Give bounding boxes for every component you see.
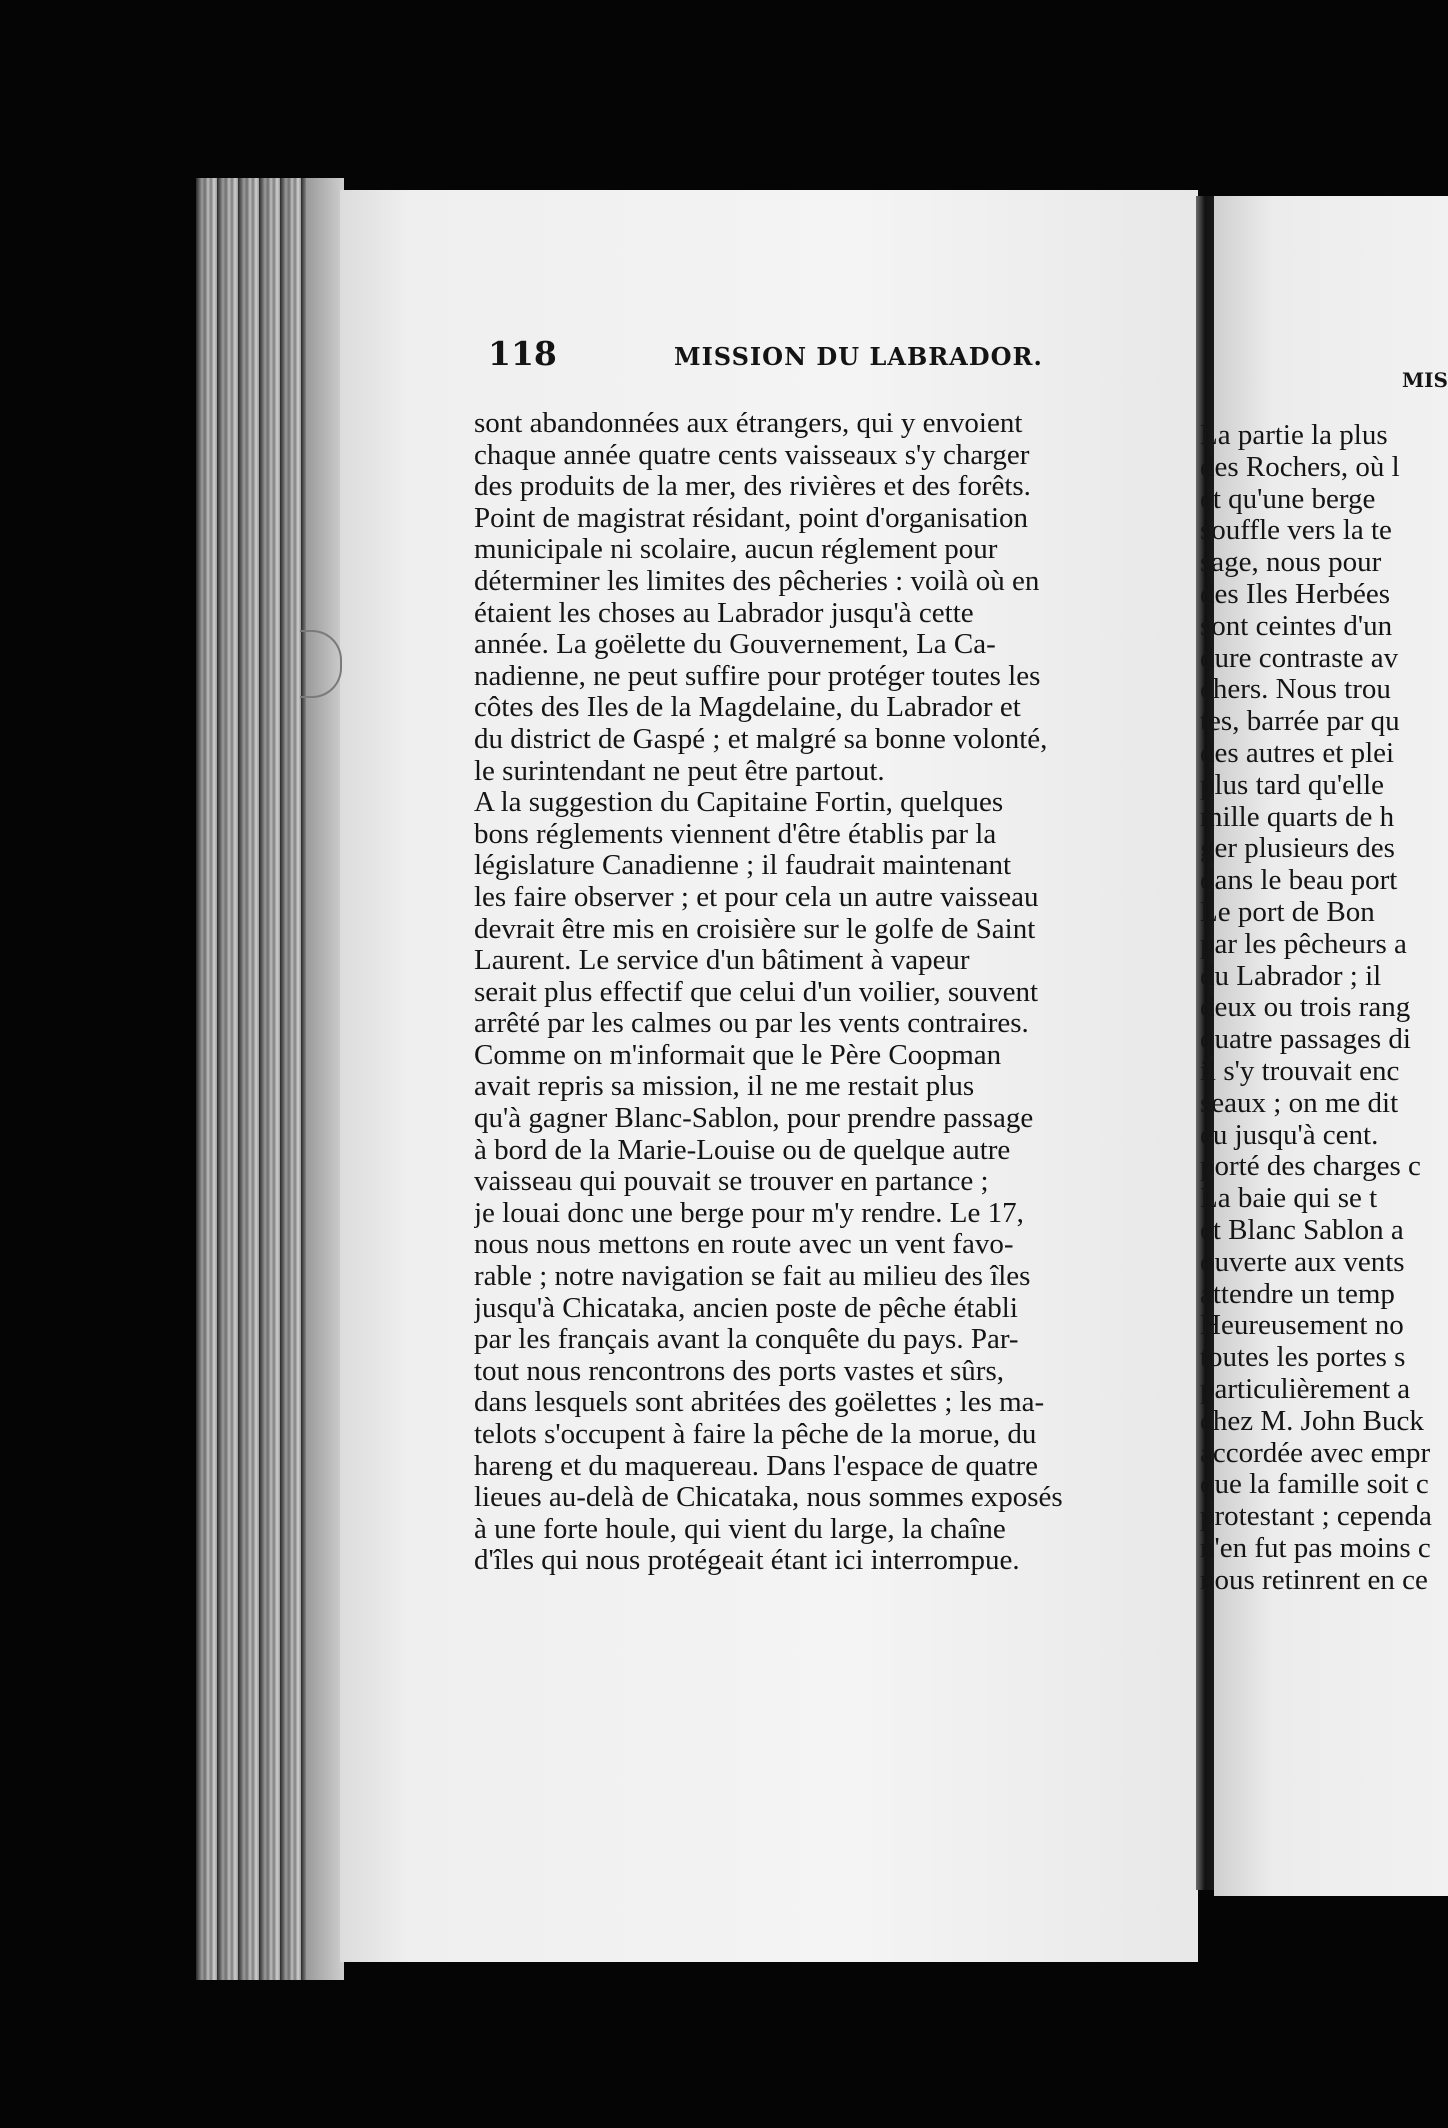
- text-line: chez M. John Buck: [1200, 1404, 1424, 1437]
- text-line: A la suggestion du Capitaine Fortin, quelques: [474, 787, 1004, 819]
- text-line: ouverte aux vents: [1200, 1245, 1405, 1278]
- text-line: mille quarts de h: [1200, 800, 1395, 833]
- left-page-body-text: [474, 408, 1162, 1577]
- text-line: législature Canadienne ; il faudrait maintenant: [474, 850, 1012, 882]
- text-line: nous nous mettons en route avec un vent favo-: [474, 1229, 1014, 1261]
- text-line: à bord de la Marie-Louise ou de quelque autre: [474, 1134, 1011, 1166]
- text-line: souffle vers la te: [1200, 514, 1392, 547]
- text-line: dure contraste av: [1200, 641, 1399, 674]
- text-line: bons réglements viennent d'être établis par la: [474, 818, 997, 850]
- right-running-title: MIS: [1402, 368, 1448, 392]
- text-line: ger plusieurs des: [1200, 832, 1395, 865]
- right-page-body-text: [1200, 420, 1448, 1596]
- text-line: les faire observer ; et pour cela un autre vaisseau: [474, 881, 1039, 913]
- text-line: nadienne, ne peut suffire pour protéger toutes les: [474, 660, 1041, 692]
- running-head: [488, 334, 1178, 382]
- text-line: nous retinrent en ce: [1200, 1563, 1428, 1596]
- text-line: plus tard qu'elle: [1200, 768, 1385, 801]
- text-line: des Iles Herbées: [1200, 577, 1391, 610]
- text-line: seaux ; on me dit: [1200, 1086, 1399, 1119]
- text-line: du district de Gaspé ; et malgré sa bonne volonté,: [474, 723, 1048, 755]
- text-line: sage, nous pour: [1200, 546, 1382, 579]
- text-line: déterminer les limites des pêcheries : voilà où en: [474, 565, 1040, 597]
- text-line: et Blanc Sablon a: [1200, 1213, 1404, 1246]
- text-line: à une forte houle, qui vient du large, la chaîne: [474, 1513, 1006, 1545]
- text-line: jusqu'à Chicataka, ancien poste de pêche établi: [474, 1292, 1018, 1324]
- text-line: deux ou trois rang: [1200, 991, 1411, 1024]
- text-line: rable ; notre navigation se fait au milieu des îles: [474, 1261, 1031, 1293]
- text-line: dans le beau port: [1200, 864, 1398, 897]
- text-line: n'en fut pas moins c: [1200, 1531, 1431, 1564]
- text-line: tout nous rencontrons des ports vastes et sûrs,: [474, 1355, 1004, 1387]
- text-line: des Rochers, où l: [1200, 450, 1400, 483]
- text-line: Point de magistrat résidant, point d'organisation: [474, 502, 1029, 534]
- text-line: des autres et plei: [1200, 736, 1395, 769]
- text-line: protestant ; cependa: [1200, 1500, 1432, 1533]
- text-line: année. La goëlette du Gouvernement, La Ca-: [474, 629, 996, 661]
- text-line: attendre un temp: [1200, 1277, 1395, 1310]
- text-line: La partie la plus: [1200, 420, 1388, 451]
- text-line: du Labrador ; il: [1200, 959, 1382, 992]
- text-line: porté des charges c: [1200, 1150, 1421, 1183]
- text-line: telots s'occupent à faire la pêche de la morue, du: [474, 1419, 1037, 1450]
- text-line: sont abandonnées aux étrangers, qui y envoient: [474, 408, 1023, 439]
- text-line: dans lesquels sont abritées des goëlettes ; les ma-: [474, 1387, 1045, 1419]
- page-block-edge: [196, 178, 344, 1980]
- text-line: que la famille soit c: [1200, 1468, 1429, 1501]
- text-line: et qu'une berge: [1200, 482, 1376, 515]
- text-line: accordée avec empr: [1200, 1436, 1431, 1469]
- text-line: Comme on m'informait que le Père Coopman: [474, 1039, 1002, 1071]
- text-line: municipale ni scolaire, aucun réglement pour: [474, 534, 998, 566]
- text-line: je louai donc une berge pour m'y rendre. Le 17,: [474, 1197, 1024, 1229]
- text-line: des produits de la mer, des rivières et des forêts.: [474, 471, 1031, 503]
- text-line: hareng et du maquereau. Dans l'espace de quatre: [474, 1450, 1039, 1482]
- text-line: eu jusqu'à cent.: [1200, 1118, 1379, 1151]
- running-title: MISSION DU LABRADOR.: [674, 342, 1043, 371]
- text-line: serait plus effectif que celui d'un voilier, souvent: [474, 976, 1039, 1008]
- text-line: sont ceintes d'un: [1200, 609, 1393, 642]
- text-line: La baie qui se t: [1200, 1182, 1378, 1215]
- text-line: vaisseau qui pouvait se trouver en partance ;: [474, 1166, 989, 1198]
- text-line: avait repris sa mission, il ne me restait plus: [474, 1071, 975, 1103]
- text-line: le surintendant ne peut être partout.: [474, 755, 885, 787]
- text-line: particulièrement a: [1200, 1372, 1411, 1405]
- text-line: quatre passages di: [1200, 1023, 1411, 1056]
- text-line: Heureusement no: [1200, 1309, 1404, 1342]
- text-line: étaient les choses au Labrador jusqu'à cette: [474, 597, 974, 629]
- text-line: par les pêcheurs a: [1200, 927, 1407, 960]
- text-line: côtes des Iles de la Magdelaine, du Labrador et: [474, 692, 1021, 724]
- text-line: devrait être mis en croisière sur le golfe de Saint: [474, 913, 1036, 945]
- text-line: arrêté par les calmes ou par les vents contraires.: [474, 1008, 1029, 1040]
- text-line: chaque année quatre cents vaisseaux s'y charger: [474, 439, 1030, 471]
- text-line: Le port de Bon: [1200, 895, 1375, 928]
- text-line: qu'à gagner Blanc-Sablon, pour prendre passage: [474, 1103, 1034, 1135]
- page-number: 118: [488, 334, 557, 373]
- text-line: Laurent. Le service d'un bâtiment à vapeur: [474, 945, 970, 977]
- text-line: lieues au-delà de Chicataka, nous sommes exposés: [474, 1482, 1063, 1514]
- text-line: toutes les portes s: [1200, 1341, 1406, 1374]
- text-line: d'îles qui nous protégeait étant ici interrompue.: [474, 1545, 1020, 1577]
- text-line: il s'y trouvait enc: [1200, 1054, 1400, 1087]
- text-line: tes, barrée par qu: [1200, 705, 1400, 738]
- text-line: par les français avant la conquête du pays. Par-: [474, 1324, 1019, 1356]
- text-line: chers. Nous trou: [1200, 673, 1391, 706]
